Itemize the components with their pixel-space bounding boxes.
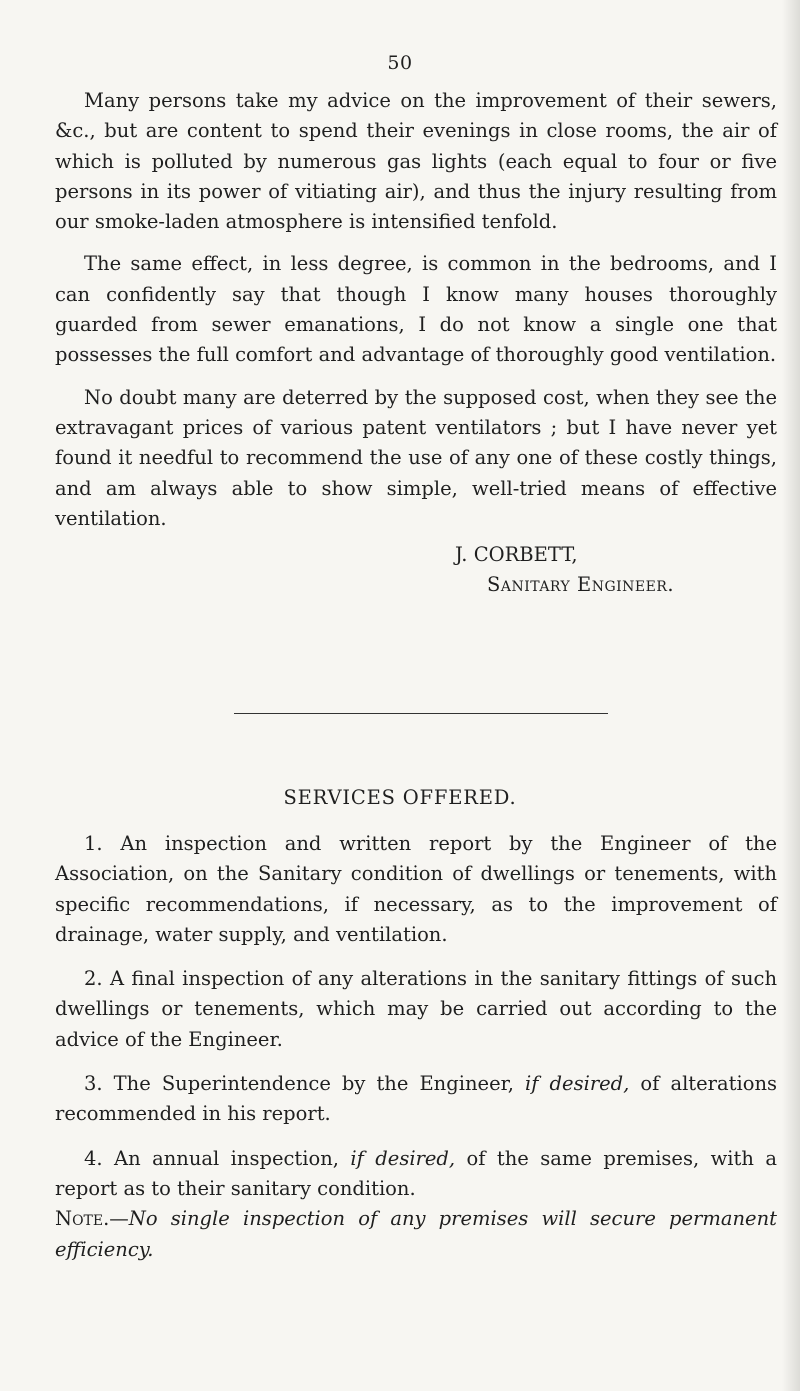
service-item-text: of alterations recommended in his report. xyxy=(55,1072,778,1126)
services-list xyxy=(55,829,777,1265)
service-item xyxy=(55,1069,777,1130)
note-dash: — xyxy=(109,1207,129,1231)
service-item-emphasis: if desired, xyxy=(525,1072,630,1096)
service-item: 2. A final inspection of any alterations in the sanitary fittings of such dwellings or tenements, which may be carried out according to the advice of the Engineer. xyxy=(55,967,777,1051)
signature-name: J. CORBETT, xyxy=(455,543,578,567)
service-item-emphasis: if desired, xyxy=(350,1146,456,1170)
section-heading: SERVICES OFFERED. xyxy=(283,786,517,809)
paragraph: The same effect, in less degree, is common in the bedrooms, and I can confidently say that though I know many houses thoroughly guarded from sewer emanations, I do not know a single one that possesses the full comfort and advantage of thoroughly good ventilation. xyxy=(55,252,777,367)
service-item: 1. An inspection and written report by the Engineer of the Association, on the Sanitary condition of dwellings or tenements, with specific recommendations, if necessary, as to the improvement of drainage, water supply, and ventilation. xyxy=(55,832,777,946)
note xyxy=(55,1204,777,1265)
service-item-text: 3. The Superintendence by the Engineer, xyxy=(84,1072,526,1096)
signature-block xyxy=(55,540,777,600)
paragraph: No doubt many are deterred by the supposed cost, when they see the extravagant prices of various patent ventilators ; but I have never yet found it needful to recommend the use of any one of these costly things, and am always able to show simple, well-tried means of effective ventilation. xyxy=(55,385,777,530)
service-item-text: 4. An annual inspection, xyxy=(84,1146,351,1170)
body-text xyxy=(55,86,777,600)
note-text: No single inspection of any premises will secure permanent efficiency. xyxy=(55,1207,777,1261)
signature-title: Sanitary Engineer. xyxy=(487,573,675,597)
page-edge-shadow xyxy=(782,0,800,1391)
service-item-text: of the same premises, with a report as to their sanitary condition. xyxy=(55,1146,777,1200)
paragraph: Many persons take my advice on the improvement of their sewers, &c., but are content to spend their evenings in close rooms, the air of which is polluted by numerous gas lights (each equal to four or five persons in its power of vitiating air), and thus the injury resulting from our smoke-laden atmosphere is intensified tenfold. xyxy=(55,89,777,234)
page-number: 50 xyxy=(387,52,413,74)
section-divider xyxy=(234,713,608,714)
note-label: Note. xyxy=(55,1207,110,1231)
service-item xyxy=(55,1144,777,1205)
